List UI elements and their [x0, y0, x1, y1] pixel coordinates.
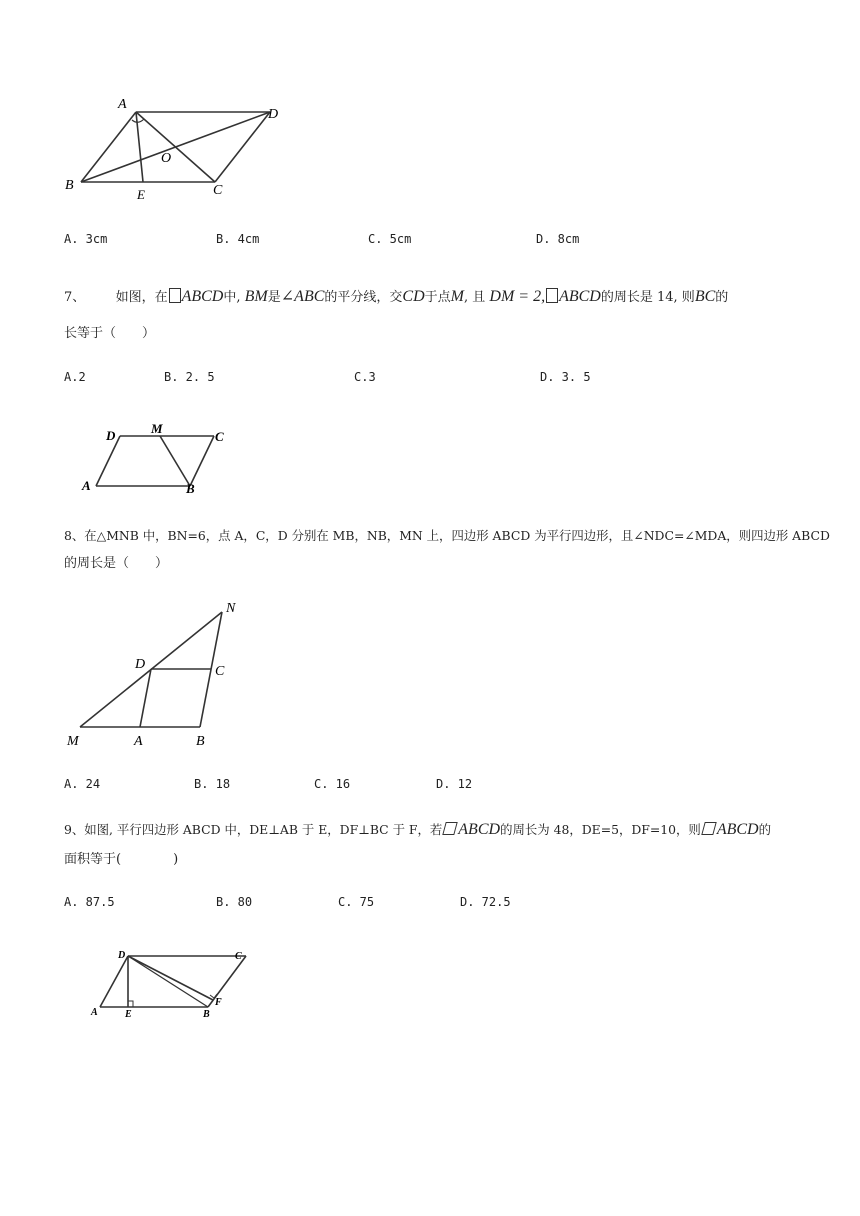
q7-option-d: D. 3. 5 — [540, 370, 591, 384]
label-F: F — [215, 997, 222, 1008]
figure-q9-parallelogram — [86, 944, 256, 1024]
figure-q6-parallelogram — [60, 92, 290, 207]
q9-text-line1: 9、如图, 平行四边形 ABCD 中，DE⊥AB 于 E，DF⊥BC 于 F，若 ABCD的周长为 48，DE=5，DF=10，则 ABCD的 — [64, 821, 771, 838]
q9-option-a: A. 87.5 — [64, 895, 115, 909]
label-A: A — [82, 478, 91, 493]
parallelogram-icon — [443, 822, 458, 835]
label-B: B — [65, 178, 74, 193]
label-N: N — [226, 601, 236, 616]
q7-option-b: B. 2. 5 — [164, 370, 215, 384]
q8-text-line2: 的周长是（ ） — [64, 556, 169, 571]
label-B: B — [196, 734, 205, 749]
label-D: D — [106, 428, 116, 443]
parallelogram-icon — [546, 288, 558, 303]
q9-option-b: B. 80 — [216, 895, 253, 909]
parallelogram-icon — [169, 288, 181, 303]
q6-option-c: C. 5cm — [368, 232, 412, 246]
q7-option-c: C.3 — [354, 370, 376, 384]
label-D: D — [118, 950, 126, 961]
q6-option-d: D. 8cm — [536, 232, 580, 246]
q8-option-d: D. 12 — [436, 777, 473, 791]
label-O: O — [161, 151, 172, 166]
label-C: C — [235, 951, 242, 962]
q8-option-b: B. 18 — [194, 777, 231, 791]
q8-text-line1: 8、在△MNB 中，BN=6，点 A，C，D 分别在 MB，NB，MN 上，四边形 ABCD 为平行四边形，且∠NDC=∠MDA，则四边形 ABCD — [64, 528, 830, 543]
label-A: A — [118, 97, 127, 112]
label-C: C — [215, 664, 225, 679]
q9-option-c: C. 75 — [338, 895, 375, 909]
q8-option-c: C. 16 — [314, 777, 351, 791]
label-A: A — [134, 734, 143, 749]
q7-option-a: A.2 — [64, 370, 86, 384]
label-E: E — [137, 187, 145, 202]
figure-q7-parallelogram — [76, 420, 236, 495]
q6-option-b: B. 4cm — [216, 232, 260, 246]
label-B: B — [203, 1009, 210, 1020]
label-M: M — [151, 421, 163, 436]
label-C: C — [213, 183, 223, 198]
figure-q8-triangle — [60, 592, 260, 752]
label-E: E — [125, 1009, 132, 1020]
label-A: A — [91, 1007, 98, 1018]
q8-option-a: A. 24 — [64, 777, 101, 791]
q9-option-d: D. 72.5 — [460, 895, 511, 909]
q7-text-line2: 长等于（ ） — [64, 326, 156, 341]
label-D: D — [268, 107, 279, 122]
q9-text-line2: 面积等于( ) — [64, 852, 179, 867]
parallelogram-icon — [701, 822, 716, 835]
q6-option-a: A. 3cm — [64, 232, 108, 246]
label-B: B — [186, 481, 195, 495]
label-C: C — [215, 429, 224, 444]
q7-number: 7、 — [64, 290, 86, 305]
label-M: M — [67, 734, 79, 749]
label-D: D — [135, 657, 146, 672]
q7-text-line1: 7、 如图，在 ABCD中, BM是∠ABC的平分线，交CD于点M, 且 DM = 2, ABCD的周长是 14, 则BC的 — [64, 288, 729, 305]
